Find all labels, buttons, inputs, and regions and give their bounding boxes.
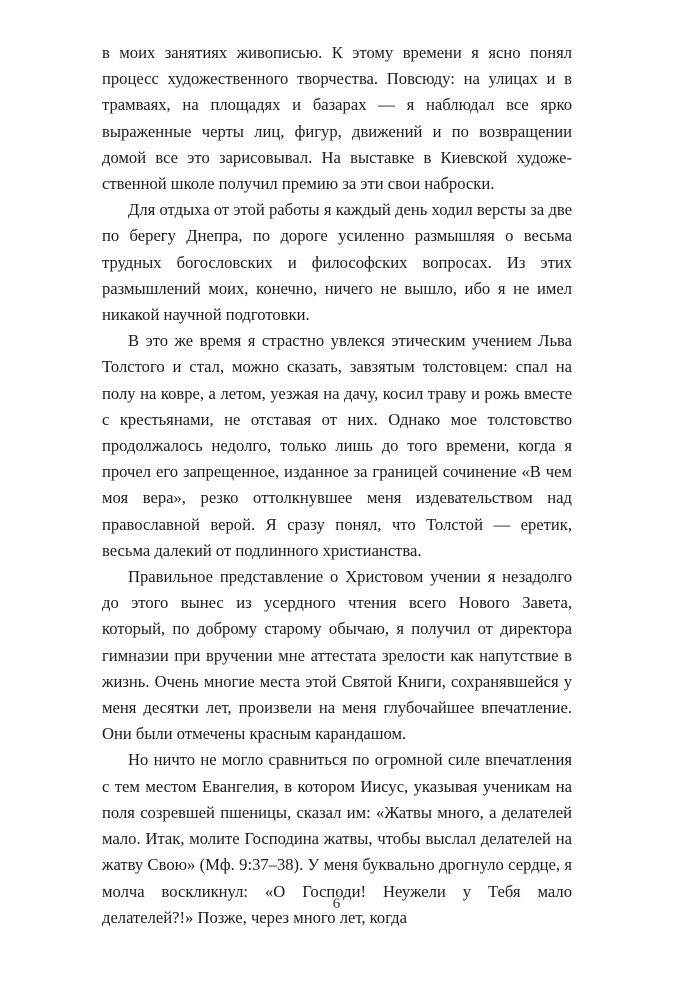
paragraph: Для отдыха от этой работы я каждый день ходил версты за две по берегу Днепра, по дороге усиленно размышляя о весьма трудных богословских и философских вопросах. Из этих размышлений моих, конечно, ничего не вышло, ибо я не имел никакой научной подготовки. — [102, 200, 572, 325]
paragraph: В это же время я страстно увлекся этическим учением Льва Толстого и стал, можно сказать, завзятым толстовцем: спал на полу на ковре, а летом, уезжая на дачу, косил траву и рожь вместе с крестьянами, не отставая от них. Однако мое толстовство продолжалось недолго, только лишь до того времени, когда я прочел его запрещенное, изданное за границей сочинение «В чем моя вера», резко оттолкнувшее меня издевательством над православной верой. Я сразу понял, что Толстой — еретик, весьма далекий от подлинного христианства. — [102, 331, 572, 560]
paragraph: Но ничто не могло сравниться по огромной силе впечатления с тем местом Евангелия, в котором Иисус, указывая ученикам на поля созревшей пшеницы, сказал им: «Жатвы много, а делателей мало. Итак, молите Господина жатвы, чтобы выслал делателей на жатву Свою» (Мф. 9:37–38). У меня буквально дрогнуло сердце, я молча воскликнул: «О Господи! Неужели у Тебя мало делателей?!» Позже, через много лет, когда — [102, 750, 572, 927]
paragraph-continued: в моих занятиях живописью. К этому времени я ясно понял процесс художественного творчества. Повсюду: на улицах и в трамваях, на площадях и базарах — я наблюдал все ярко выраженные черты лиц, фигур, движений и по возвращении домой все это зарисовывал. На выставке в Киевской художественной школе получил премию за эти свои наброски. — [102, 43, 572, 194]
page-number: 6 — [332, 896, 341, 912]
body-text — [102, 40, 572, 931]
paragraph: Правильное представление о Христовом учении я незадолго до этого вынес из усердного чтения всего Нового Завета, который, по доброму старому обычаю, я получил от директора гимназии при вручении мне аттестата зрелости как напутствие в жизнь. Очень многие места этой Святой Книги, сохранявшейся у меня десятки лет, произвели на меня глубочайшее впечатление. Они были отмечены красным карандашом. — [102, 567, 572, 744]
